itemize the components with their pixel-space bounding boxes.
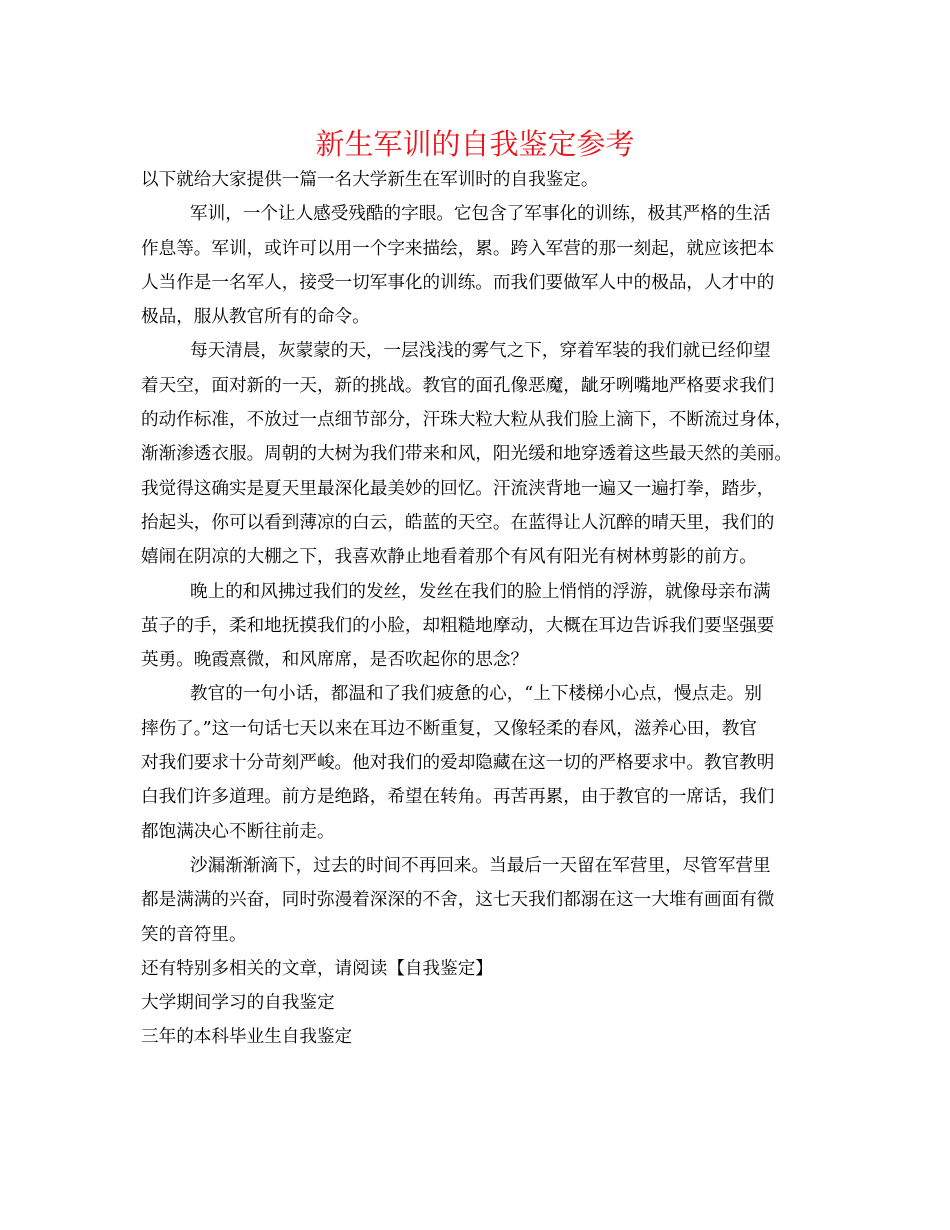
- paragraph-line: 军训，一个让人感受残酷的字眼。它包含了军事化的训练，极其严格的生活: [190, 204, 771, 225]
- paragraph-5: [141, 849, 813, 952]
- paragraph-line: 抬起头，你可以看到薄凉的白云，皓蓝的天空。在蓝得让人沉醉的晴天里，我们的: [141, 512, 775, 533]
- paragraph-line: 的动作标准，不放过一点细节部分，汗珠大粒大粒从我们脸上滴下，不断流过身体，: [141, 410, 792, 431]
- paragraph-line: 摔伤了。”这一句话七天以来在耳边不断重复，又像轻柔的春风，滋养心田，教官: [141, 718, 757, 739]
- paragraph-line: 沙漏渐渐滴下，过去的时间不再回来。当最后一天留在军营里，尽管军营里: [190, 855, 771, 876]
- paragraph-4: [141, 677, 813, 848]
- document-body: [141, 163, 813, 1055]
- related-article-link[interactable]: 三年的本科毕业生自我鉴定: [141, 1027, 353, 1048]
- intro-line: 以下就给大家提供一篇一名大学新生在军训时的自我鉴定。: [141, 170, 599, 190]
- paragraph-line: 我觉得这确实是夏天里最深化最美妙的回忆。汗流浃背地一遍又一遍打拳，踏步，: [141, 478, 775, 499]
- paragraph-line: 白我们许多道理。前方是绝路，希望在转角。再苦再累，由于教官的一席话，我们: [141, 787, 775, 808]
- paragraph-line: 渐渐渗透衣服。周朝的大树为我们带来和风，阳光缓和地穿透着这些最天然的美丽。: [141, 444, 792, 465]
- paragraph-line: 笑的音符里。: [141, 924, 247, 945]
- paragraph-line: 教官的一句小话，都温和了我们疲惫的心，“上下楼梯小心点，慢点走。别: [190, 684, 762, 705]
- paragraph-line: 人当作是一名军人，接受一切军事化的训练。而我们要做军人中的极品，人才中的: [141, 272, 775, 293]
- related-article-link[interactable]: 大学期间学习的自我鉴定: [141, 993, 335, 1014]
- paragraph-line: 每天清晨，灰蒙蒙的天，一层浅浅的雾气之下，穿着军装的我们就已经仰望: [190, 341, 771, 362]
- paragraph-line: 晚上的和风拂过我们的发丝，发丝在我们的脸上悄悄的浮游，就像母亲布满: [190, 581, 771, 602]
- paragraph-line: 着天空，面对新的一天，新的挑战。教官的面孔像恶魔，龇牙咧嘴地严格要求我们: [141, 375, 775, 396]
- paragraph-2: [141, 334, 813, 574]
- paragraph-line: 茧子的手，柔和地抚摸我们的小脸，却粗糙地摩动，大概在耳边告诉我们要坚强要: [141, 615, 775, 636]
- document-title: 新生军训的自我鉴定参考: [315, 127, 635, 161]
- paragraph-line: 都是满满的兴奋，同时弥漫着深深的不舍，这七天我们都溺在这一大堆有画面有微: [141, 890, 775, 911]
- paragraph-line: 作息等。军训，或许可以用一个字来描绘，累。跨入军营的那一刻起，就应该把本: [141, 238, 775, 259]
- paragraph-line: 嬉闹在阴凉的大棚之下，我喜欢静止地看着那个有风有阳光有树林剪影的前方。: [141, 547, 757, 568]
- paragraph-line: 都饱满决心不断往前走。: [141, 821, 335, 842]
- paragraph-line: 对我们要求十分苛刻严峻。他对我们的爱却隐藏在这一切的严格要求中。教官教明: [141, 753, 775, 774]
- paragraph-3: [141, 575, 813, 678]
- paragraph-1: [141, 197, 813, 334]
- paragraph-line: 极品，服从教官所有的命令。: [141, 307, 370, 328]
- paragraph-line: 英勇。晚霞熹微，和风席席，是否吹起你的思念？: [141, 650, 529, 671]
- related-articles-intro: 还有特别多相关的文章，请阅读【自我鉴定】: [141, 958, 493, 979]
